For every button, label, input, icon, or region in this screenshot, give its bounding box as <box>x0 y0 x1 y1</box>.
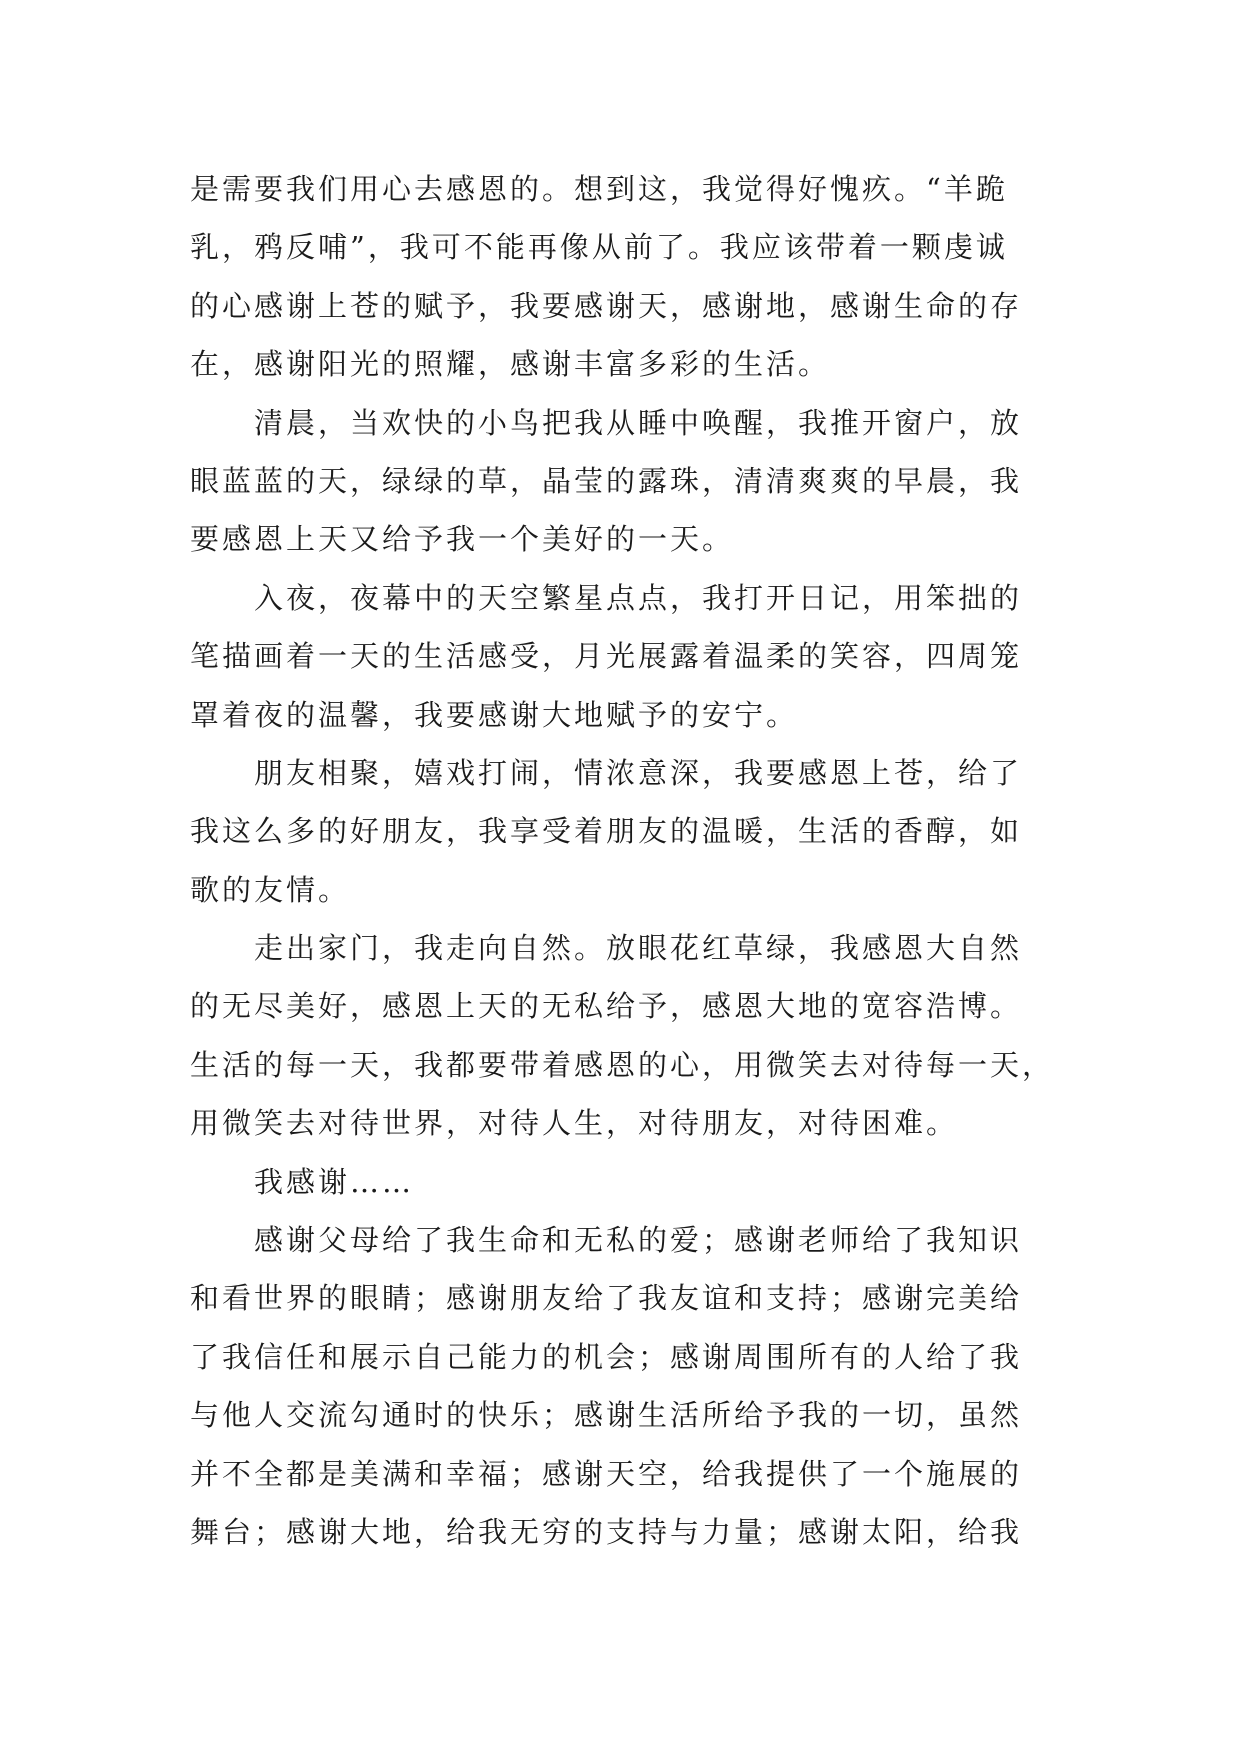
text-line: 的无尽美好，感恩上天的无私给予，感恩大地的宽容浩博。 <box>190 989 1023 1024</box>
text-line: 罩着夜的温馨，我要感谢大地赋予的安宁。 <box>190 697 799 732</box>
paragraph <box>190 569 1060 744</box>
text-line: 和看世界的眼睛；感谢朋友给了我友谊和支持；感谢完美给 <box>190 1281 1023 1316</box>
text-line: 要感恩上天又给予我一个美好的一天。 <box>190 522 735 557</box>
paragraph <box>190 160 1060 394</box>
text-line: 舞台；感谢大地，给我无穷的支持与力量；感谢太阳，给我 <box>190 1514 1023 1549</box>
text-line: 入夜，夜幕中的天空繁星点点，我打开日记，用笨拙的 <box>254 580 1023 615</box>
paragraph <box>190 1211 1060 1561</box>
text-line: 在，感谢阳光的照耀，感谢丰富多彩的生活。 <box>190 347 831 382</box>
text-line: 我感谢…… <box>254 1164 415 1199</box>
text-line: 眼蓝蓝的天，绿绿的草，晶莹的露珠，清清爽爽的早晨，我 <box>190 463 1023 498</box>
document-body <box>190 160 1060 1561</box>
paragraph <box>190 394 1060 569</box>
text-line: 笔描画着一天的生活感受，月光展露着温柔的笑容，四周笼 <box>190 639 1023 674</box>
text-line: 的心感谢上苍的赋予，我要感谢天，感谢地，感谢生命的存 <box>190 288 1023 323</box>
text-line: 与他人交流勾通时的快乐；感谢生活所给予我的一切，虽然 <box>190 1398 1023 1433</box>
text-line: 是需要我们用心去感恩的。想到这，我觉得好愧疚。“羊跪 <box>190 172 1008 206</box>
text-line: 并不全都是美满和幸福；感谢天空，给我提供了一个施展的 <box>190 1456 1023 1491</box>
text-line: 感谢父母给了我生命和无私的爱；感谢老师给了我知识 <box>254 1223 1023 1258</box>
paragraph <box>190 744 1060 919</box>
text-line: 了我信任和展示自己能力的机会；感谢周围所有的人给了我 <box>190 1339 1023 1374</box>
text-line: 用微笑去对待世界，对待人生，对待朋友，对待困难。 <box>190 1106 959 1141</box>
text-line: 生活的每一天，我都要带着感恩的心，用微笑去对待每一天， <box>190 1047 1055 1082</box>
paragraph <box>190 1153 1060 1211</box>
text-line: 清晨，当欢快的小鸟把我从睡中唤醒，我推开窗户，放 <box>254 405 1023 440</box>
paragraph <box>190 919 1060 1153</box>
text-line: 歌的友情。 <box>190 872 351 907</box>
text-line: 乳，鸦反哺”，我可不能再像从前了。我应该带着一颗虔诚 <box>190 230 1008 265</box>
text-line: 朋友相聚，嬉戏打闹，情浓意深，我要感恩上苍，给了 <box>254 755 1023 790</box>
text-line: 我这么多的好朋友，我享受着朋友的温暖，生活的香醇，如 <box>190 814 1023 849</box>
text-line: 走出家门，我走向自然。放眼花红草绿，我感恩大自然 <box>254 931 1023 966</box>
